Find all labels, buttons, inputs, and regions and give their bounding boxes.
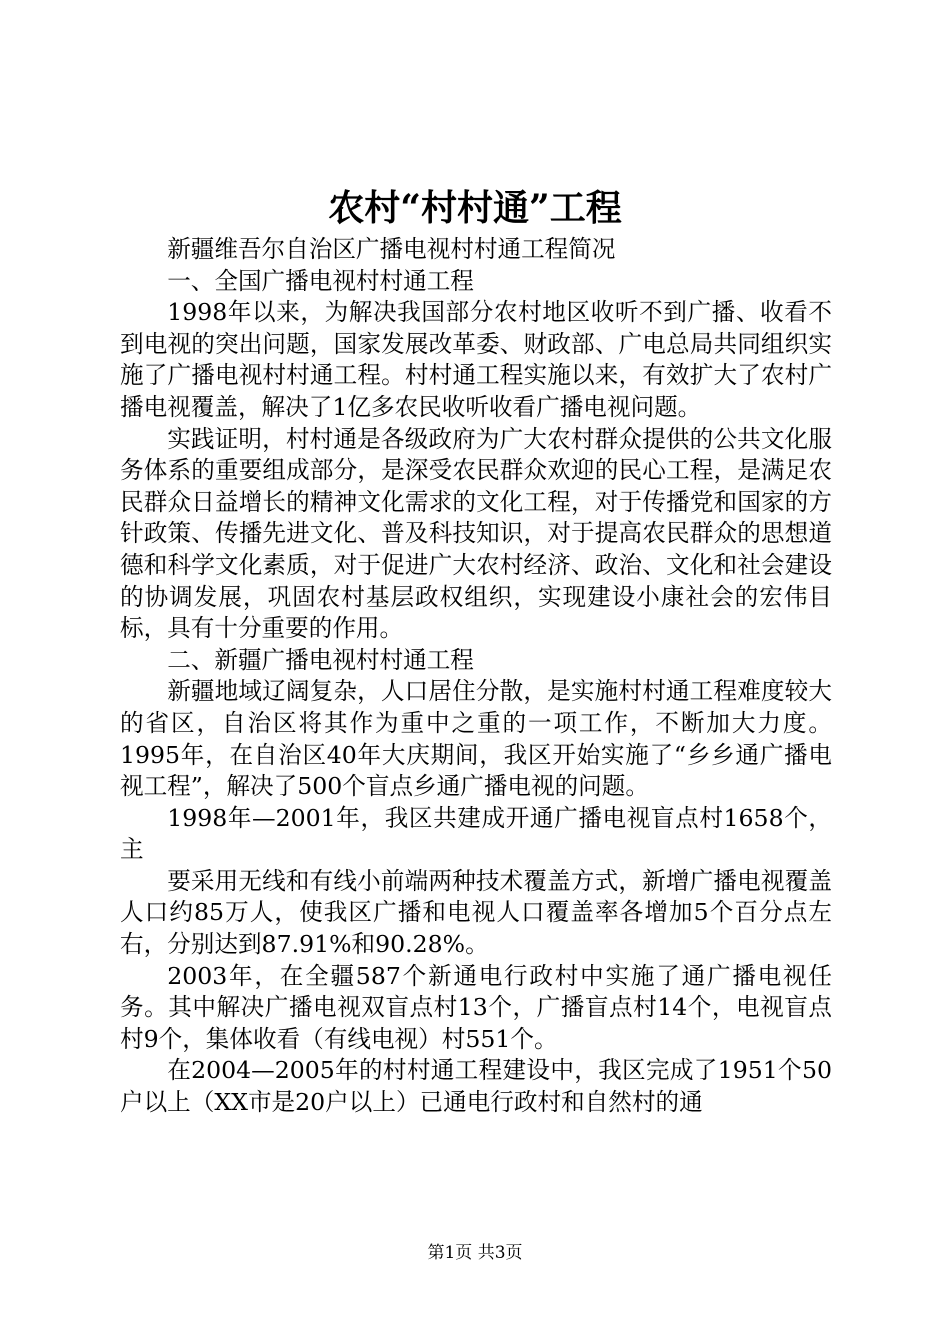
body-paragraph: 2003年，在全疆587个新通电行政村中实施了通广播电视任务。其中解决广播电视双盲点村13个，广播盲点村14个，电视盲点村9个，集体收看（有线电视）村551个。 [120,961,832,1053]
body-paragraph: 新疆地域辽阔复杂，人口居住分散，是实施村村通工程难度较大的省区，自治区将其作为重中之重的一项工作，不断加大力度。1995年，在自治区40年大庆期间，我区开始实施了“乡乡通广播电视工程”，解决了500个盲点乡通广播电视的问题。 [120,677,832,801]
page-footer: 第1页 共3页 [427,1243,523,1263]
body-paragraph: 1998年—2001年，我区共建成开通广播电视盲点村1658个，主 [120,803,832,864]
body-paragraph: 实践证明，村村通是各级政府为广大农村群众提供的公共文化服务体系的重要组成部分，是深受农民群众欢迎的民心工程，是满足农民群众日益增长的精神文化需求的文化工程，对于传播党和国家的方针政策、传播先进文化、普及科技知识，对于提高农民群众的思想道德和科学文化素质，对于促进广大农村经济、政治、文化和社会建设的协调发展，巩固农村基层政权组织，实现建设小康社会的宏伟目标，具有十分重要的作用。 [120,424,832,643]
body-paragraph: 1998年以来，为解决我国部分农村地区收听不到广播、收看不到电视的突出问题，国家发展改革委、财政部、广电总局共同组织实施了广播电视村村通工程。村村通工程实施以来，有效扩大了农村广播电视覆盖，解决了1亿多农民收听收看广播电视问题。 [120,298,832,421]
subtitle-paragraph: 新疆维吾尔自治区广播电视村村通工程简况 [167,235,616,263]
document-title: 农村“村村通”工程 [328,187,622,229]
document-body [120,234,832,1119]
body-paragraph: 要采用无线和有线小前端两种技术覆盖方式，新增广播电视覆盖人口约85万人，使我区广播和电视人口覆盖率各增加5个百分点左右，分别达到87.91%和90.28%。 [120,866,832,959]
section-heading-2: 二、新疆广播电视村村通工程 [167,645,474,674]
body-paragraph: 在2004—2005年的村村通工程建设中，我区完成了1951个50户以上（XX市是20户以上）已通电行政村和自然村的通 [120,1056,832,1117]
section-heading-1: 一、全国广播电视村村通工程 [167,266,474,295]
